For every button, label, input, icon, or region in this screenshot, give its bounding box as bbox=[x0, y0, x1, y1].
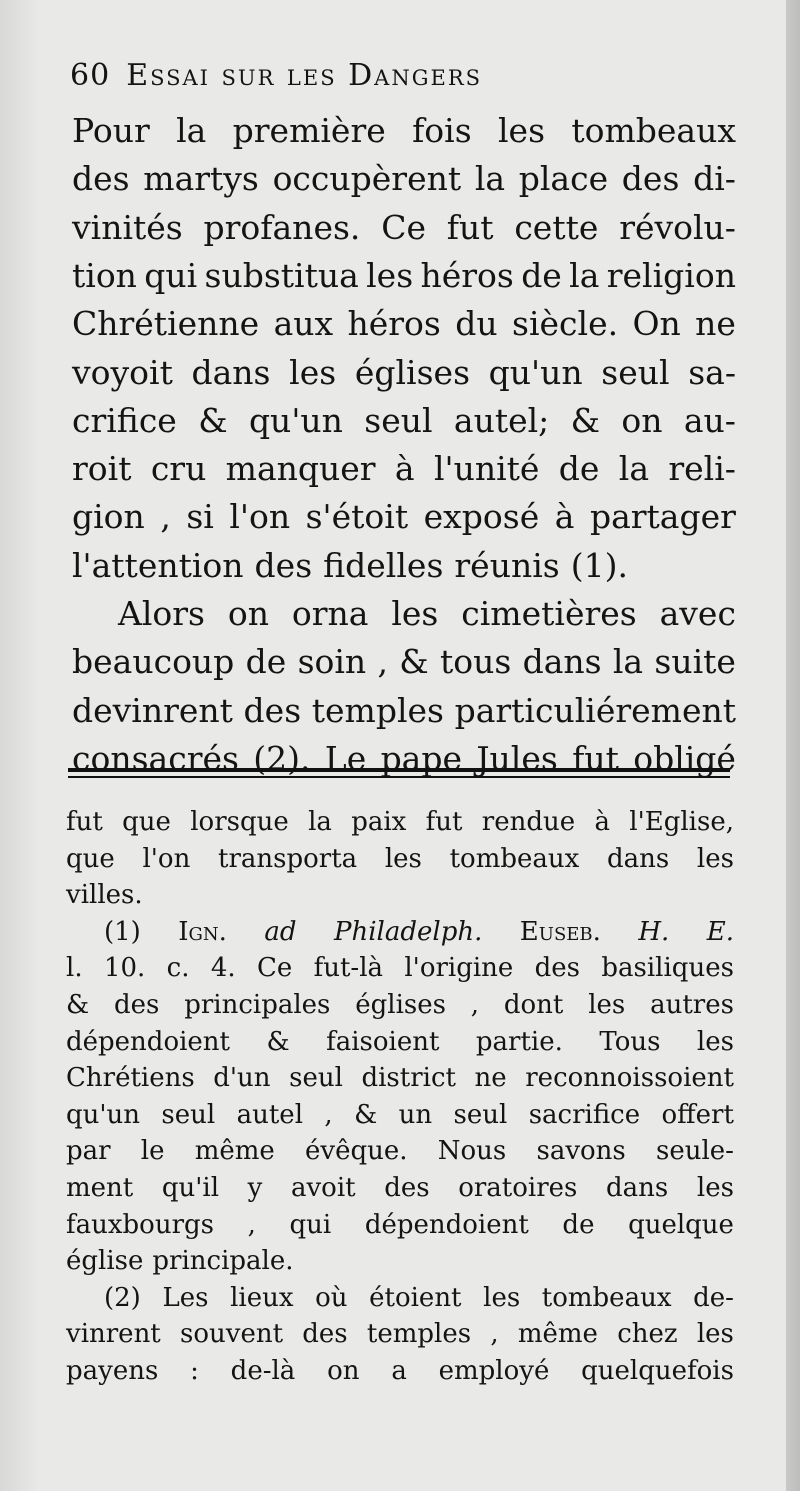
word: Ce bbox=[381, 207, 426, 247]
footnote-line bbox=[66, 1316, 734, 1352]
footnote-line bbox=[66, 1353, 734, 1389]
word: fauxbourgs bbox=[66, 1209, 214, 1240]
text-line bbox=[72, 398, 736, 444]
word: reli- bbox=[668, 449, 736, 489]
text-line bbox=[72, 350, 736, 396]
word: première bbox=[232, 111, 386, 150]
word: les bbox=[483, 1282, 521, 1313]
word: où bbox=[315, 1282, 348, 1313]
word: rendue bbox=[481, 807, 576, 837]
word: la bbox=[612, 642, 644, 682]
word: seul bbox=[453, 1099, 508, 1130]
word: Alors bbox=[118, 594, 205, 633]
word: orna bbox=[291, 594, 369, 633]
word: sacrifice bbox=[528, 1099, 641, 1130]
word: par bbox=[66, 1136, 111, 1167]
word: H. bbox=[638, 916, 670, 947]
word: seule- bbox=[655, 1136, 734, 1167]
word: employé bbox=[438, 1356, 550, 1386]
word: devinrent bbox=[72, 690, 233, 730]
text-line bbox=[118, 591, 736, 637]
word: faisoient bbox=[326, 1026, 440, 1057]
word: aux bbox=[273, 304, 334, 344]
word: s'étoit bbox=[305, 497, 409, 537]
word: dans bbox=[522, 642, 602, 682]
word: les bbox=[696, 1319, 734, 1350]
text-line bbox=[72, 446, 736, 492]
word: on bbox=[327, 1356, 360, 1386]
word: les bbox=[384, 843, 422, 874]
word: qu'un bbox=[488, 352, 583, 392]
word: fut bbox=[572, 738, 619, 778]
word: (1) bbox=[104, 916, 141, 947]
word: tous bbox=[439, 642, 512, 682]
word: tion bbox=[72, 255, 137, 295]
word: église bbox=[66, 1246, 144, 1277]
word: la bbox=[308, 807, 332, 837]
word: avec bbox=[659, 594, 736, 633]
word: seul bbox=[161, 1099, 216, 1130]
word: vinités bbox=[72, 207, 183, 247]
word: avoit bbox=[290, 1173, 356, 1203]
word: dans bbox=[606, 843, 670, 874]
word: quelquefois bbox=[581, 1356, 734, 1386]
text-line bbox=[72, 688, 736, 734]
word: de bbox=[558, 449, 600, 489]
word: du bbox=[455, 304, 498, 344]
word: & bbox=[399, 642, 429, 682]
word: des bbox=[113, 990, 160, 1020]
word: fois bbox=[412, 111, 472, 150]
word: les bbox=[366, 255, 414, 295]
footnote-line bbox=[66, 1207, 734, 1243]
word: la bbox=[569, 255, 600, 295]
word: églises bbox=[355, 990, 446, 1020]
word: à bbox=[394, 449, 415, 489]
word: des bbox=[621, 159, 680, 199]
word: qu'un bbox=[248, 400, 343, 440]
word: l'origine bbox=[404, 953, 514, 984]
word: dépendoient bbox=[66, 1026, 230, 1057]
word: les bbox=[696, 843, 734, 874]
page-number: 60 bbox=[70, 58, 111, 93]
word: héros bbox=[347, 304, 441, 344]
word: Chrétiens bbox=[66, 1063, 195, 1094]
word: lieux bbox=[230, 1282, 294, 1313]
footnote-line bbox=[66, 841, 734, 877]
text-line bbox=[72, 205, 736, 251]
word: cru bbox=[150, 449, 207, 489]
word: Ce bbox=[256, 953, 293, 984]
word: fut bbox=[446, 207, 494, 247]
word: soin bbox=[297, 642, 367, 682]
text-line bbox=[72, 156, 736, 202]
word: des bbox=[243, 690, 302, 730]
word: des bbox=[254, 545, 313, 585]
running-title: Essai sur les Dangers bbox=[126, 58, 483, 93]
word: transporta bbox=[218, 843, 358, 874]
word: fut bbox=[425, 807, 463, 837]
word: paix bbox=[351, 807, 407, 837]
word: autel; bbox=[453, 400, 550, 440]
text-line bbox=[72, 108, 736, 154]
word: même bbox=[194, 1136, 275, 1167]
word: les bbox=[696, 1026, 734, 1057]
word: oratoires bbox=[458, 1173, 578, 1203]
word: de bbox=[521, 255, 562, 295]
footnote-line bbox=[66, 950, 734, 986]
word: , bbox=[247, 1209, 256, 1240]
word: si bbox=[186, 497, 214, 537]
word: de- bbox=[693, 1282, 734, 1313]
text-line bbox=[72, 301, 736, 347]
word: souvent bbox=[180, 1319, 284, 1350]
word: 4. bbox=[210, 953, 236, 984]
word: basiliques bbox=[601, 953, 734, 984]
word: les bbox=[696, 1173, 734, 1203]
word: églises bbox=[354, 352, 471, 392]
word: siècle. bbox=[512, 304, 619, 344]
word: suite bbox=[654, 642, 736, 682]
word: Tous bbox=[599, 1026, 661, 1057]
word: seul bbox=[601, 352, 670, 392]
word: partager bbox=[589, 497, 736, 537]
word: réunis bbox=[454, 545, 560, 585]
word: & bbox=[198, 400, 228, 440]
word: martys bbox=[143, 159, 259, 199]
word: l'on bbox=[229, 497, 291, 537]
word: Euseb. bbox=[519, 916, 601, 947]
word: un bbox=[398, 1099, 433, 1130]
text-line bbox=[72, 253, 736, 299]
word: district bbox=[361, 1063, 456, 1094]
word: des bbox=[534, 953, 581, 984]
word: Ign. bbox=[178, 916, 227, 947]
word: (2). bbox=[253, 738, 311, 778]
word: ne bbox=[474, 1063, 507, 1094]
word: Jules bbox=[476, 738, 558, 778]
word: des bbox=[72, 159, 130, 199]
word: substitua bbox=[204, 255, 359, 295]
word: quelque bbox=[628, 1209, 734, 1240]
footnote-line bbox=[104, 914, 734, 950]
word: dans bbox=[191, 352, 271, 392]
word: , bbox=[470, 990, 480, 1020]
word: à bbox=[554, 497, 575, 537]
footnote-line bbox=[66, 1097, 734, 1133]
word: di- bbox=[693, 159, 736, 199]
word: temples bbox=[366, 1319, 472, 1350]
footnote-line bbox=[66, 877, 734, 913]
footnote-separator-rule bbox=[68, 768, 730, 778]
word: même bbox=[517, 1319, 598, 1350]
word: exposé bbox=[423, 497, 540, 537]
word: évêque. bbox=[305, 1136, 408, 1167]
footnote-line bbox=[66, 1060, 734, 1096]
word: , bbox=[377, 642, 388, 682]
word: des bbox=[302, 1319, 348, 1350]
word: que bbox=[66, 843, 115, 874]
word: héros bbox=[420, 255, 514, 295]
word: fidelles bbox=[323, 545, 444, 585]
word: obligé bbox=[633, 738, 736, 778]
word: les bbox=[289, 352, 337, 392]
word: dépendoient bbox=[364, 1209, 529, 1240]
word: Les bbox=[162, 1282, 209, 1313]
word: consacrés bbox=[72, 738, 239, 778]
word: d'un bbox=[213, 1063, 271, 1094]
word: beaucoup bbox=[72, 642, 235, 682]
word: , bbox=[490, 1319, 499, 1350]
word: c. bbox=[166, 953, 190, 984]
word: autres bbox=[650, 990, 734, 1020]
text-line bbox=[72, 494, 736, 540]
word: les bbox=[588, 990, 626, 1020]
footnote-line bbox=[66, 1024, 734, 1060]
word: payens bbox=[66, 1356, 159, 1386]
word: Chrétienne bbox=[72, 304, 260, 344]
word: les bbox=[498, 111, 546, 150]
word: l. bbox=[66, 953, 83, 984]
word: l'on bbox=[142, 843, 191, 874]
footnote-line bbox=[66, 1133, 734, 1169]
word: fut bbox=[66, 807, 103, 837]
word: on bbox=[621, 400, 663, 440]
footnote-line bbox=[66, 804, 734, 840]
word: la bbox=[474, 159, 506, 199]
word: tombeaux bbox=[571, 111, 736, 150]
text-line bbox=[72, 543, 736, 589]
word: , bbox=[160, 497, 171, 537]
word: que bbox=[122, 807, 171, 837]
word: sa- bbox=[688, 352, 736, 392]
word: l'unité bbox=[433, 449, 540, 489]
footnote-line bbox=[66, 1170, 734, 1206]
word: religion bbox=[606, 255, 736, 295]
word: offert bbox=[661, 1099, 734, 1130]
word: E. bbox=[706, 916, 734, 947]
word: tombeaux bbox=[541, 1282, 672, 1313]
word: qui bbox=[289, 1209, 332, 1240]
word: principales bbox=[184, 990, 331, 1020]
word: particuliérement bbox=[454, 690, 736, 730]
word: & bbox=[570, 400, 601, 440]
footnote-line bbox=[104, 1280, 734, 1316]
word: de-là bbox=[230, 1356, 296, 1386]
footnote-line bbox=[66, 987, 734, 1023]
word: , bbox=[324, 1099, 333, 1130]
word: dont bbox=[503, 990, 564, 1020]
word: villes. bbox=[66, 880, 143, 911]
word: à bbox=[594, 807, 610, 837]
word: on bbox=[227, 594, 269, 633]
word: qu'un bbox=[66, 1099, 141, 1130]
word: cette bbox=[514, 207, 599, 247]
word: tombeaux bbox=[449, 843, 580, 874]
word: On bbox=[632, 304, 681, 344]
word: ment bbox=[66, 1173, 134, 1203]
word: chez bbox=[617, 1319, 678, 1350]
word: y bbox=[247, 1173, 263, 1203]
word: : bbox=[190, 1356, 199, 1386]
word: & bbox=[66, 990, 90, 1020]
word: des bbox=[384, 1173, 430, 1203]
running-header bbox=[70, 58, 482, 93]
word: Le bbox=[324, 738, 367, 778]
word: autel bbox=[236, 1099, 304, 1130]
word: cimetières bbox=[461, 594, 637, 633]
word: Nous bbox=[437, 1136, 507, 1167]
word: occupèrent bbox=[272, 159, 462, 199]
word: principale. bbox=[152, 1246, 294, 1277]
word: ad bbox=[264, 916, 297, 947]
word: crifice bbox=[72, 400, 177, 440]
word: a bbox=[391, 1356, 407, 1386]
word: & bbox=[266, 1026, 290, 1057]
word: étoient bbox=[369, 1282, 462, 1313]
word: partie. bbox=[475, 1026, 563, 1057]
word: la bbox=[176, 111, 207, 150]
word: pape bbox=[380, 738, 463, 778]
word: Philadelph. bbox=[333, 916, 483, 947]
word: temples bbox=[311, 690, 444, 730]
word: profanes. bbox=[203, 207, 361, 247]
word: révolu- bbox=[619, 207, 736, 247]
word: les bbox=[391, 594, 439, 633]
word: seul bbox=[364, 400, 433, 440]
word: fut-là bbox=[313, 953, 384, 984]
word: reconnoissoient bbox=[525, 1063, 734, 1094]
word: l'Eglise, bbox=[629, 807, 734, 837]
word: la bbox=[618, 449, 650, 489]
word: gion bbox=[72, 497, 145, 537]
word: place bbox=[518, 159, 609, 199]
word: seul bbox=[289, 1063, 343, 1094]
word: 10. bbox=[103, 953, 146, 984]
footnote-line bbox=[66, 1243, 734, 1279]
word: de bbox=[245, 642, 287, 682]
word: roit bbox=[72, 449, 132, 489]
word: savons bbox=[536, 1136, 626, 1167]
word: (1). bbox=[570, 545, 628, 585]
word: Pour bbox=[72, 111, 150, 150]
word: de bbox=[562, 1209, 595, 1240]
word: qui bbox=[144, 255, 198, 295]
word: qu'il bbox=[161, 1173, 220, 1203]
text-line bbox=[72, 639, 736, 685]
word: voyoit bbox=[72, 352, 173, 392]
word: au- bbox=[683, 400, 736, 440]
word: l'attention bbox=[72, 545, 244, 585]
word: vinrent bbox=[66, 1319, 161, 1350]
word: manquer bbox=[225, 449, 376, 489]
word: dans bbox=[606, 1173, 669, 1203]
word: & bbox=[354, 1099, 378, 1130]
word: ne bbox=[695, 304, 736, 344]
word: le bbox=[140, 1136, 165, 1167]
word: (2) bbox=[104, 1282, 141, 1313]
word: lorsque bbox=[190, 807, 289, 837]
